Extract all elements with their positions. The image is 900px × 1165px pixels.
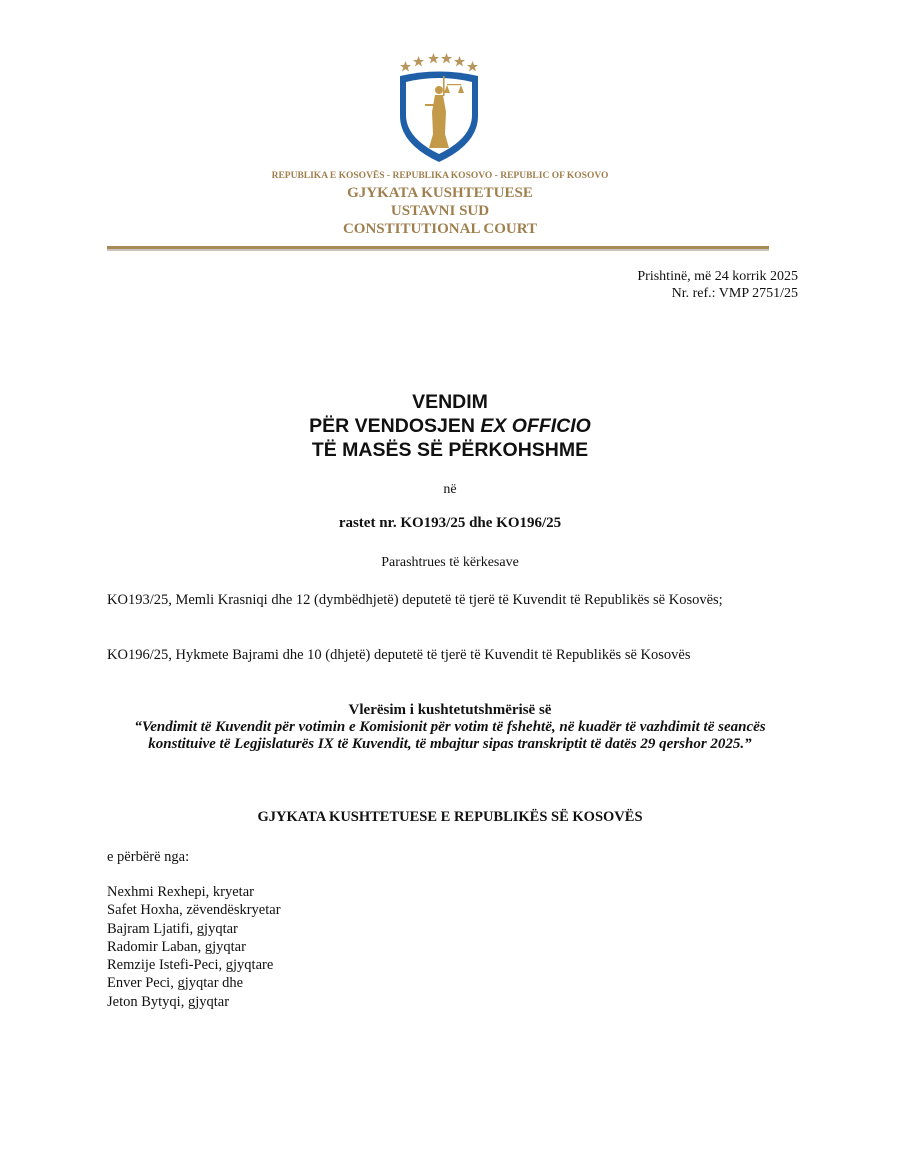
subtitle-prefix: PËR VENDOSJEN: [309, 415, 481, 437]
judge-item: Remzije Istefi-Peci, gjyqtare: [107, 957, 274, 974]
assessment-block: [100, 702, 800, 753]
judge-item: Nexhmi Rexhepi, kryetar: [107, 884, 254, 900]
document-title: VENDIM: [412, 391, 488, 413]
court-emblem-icon: [395, 52, 483, 164]
document-subtitle-line-1: [0, 414, 900, 438]
republic-line: REPUBLIKA E KOSOVËS - REPUBLIKA KOSOVO - REPUBLIC OF KOSOVO: [271, 171, 609, 181]
judge-item: Jeton Bytyqi, gjyqtar: [107, 993, 230, 1010]
court-heading: GJYKATA KUSHTETUESE E REPUBLIKËS SË KOSOVËS: [257, 809, 643, 825]
judge-item: Bajram Ljatifi, gjyqtar: [107, 920, 238, 937]
applicant-paragraph: KO193/25, Memli Krasniqi dhe 12 (dymbëdhjetë) deputetë të tjerë të Kuvendit të Republikës së Kosovës;: [107, 592, 723, 608]
court-name-albanian: GJYKATA KUSHTETUESE: [347, 185, 533, 201]
judge-item: Radomir Laban, gjyqtar: [107, 938, 246, 955]
applicant-paragraph: KO196/25, Hykmete Bajrami dhe 10 (dhjetë) deputetë të tjerë të Kuvendit të Republikës së Kosovës: [107, 647, 691, 663]
assessment-quote: “Vendimit të Kuvendit për votimin e Komisionit për votim të fshehtë, në kuadër të vazhdimit të seancës konstituive të Legjislaturës IX të Kuvendit, të mbajtur sipas transkriptit të datës 29 qershor 2025.”: [134, 719, 766, 752]
document-subtitle-line-2: TË MASËS SË PËRKOHSHME: [311, 439, 589, 461]
judge-item: Enver Peci, gjyqtar dhe: [107, 975, 244, 992]
court-name-serbian: USTAVNI SUD: [390, 203, 490, 219]
court-name-english: CONSTITUTIONAL COURT: [342, 221, 538, 237]
reference-number: Nr. ref.: VMP 2751/25: [671, 286, 798, 301]
judge-item: Safet Hoxha, zëvendëskryetar: [107, 902, 281, 919]
assessment-heading: Vlerësim i kushtetutshmërisë së: [348, 702, 552, 718]
case-numbers: rastet nr. KO193/25 dhe KO196/25: [338, 515, 562, 531]
applicants-label: Parashtrues të kërkesave: [381, 555, 519, 570]
date-reference-block: [637, 268, 798, 302]
preposition-ne: në: [443, 482, 457, 497]
judges-list: [107, 883, 281, 1011]
place-date: Prishtinë, më 24 korrik 2025: [637, 269, 798, 284]
composed-of-label: e përbërë nga:: [107, 849, 190, 865]
subtitle-ex-officio: EX OFFICIO: [480, 415, 591, 437]
header-divider-shadow: [107, 249, 769, 251]
